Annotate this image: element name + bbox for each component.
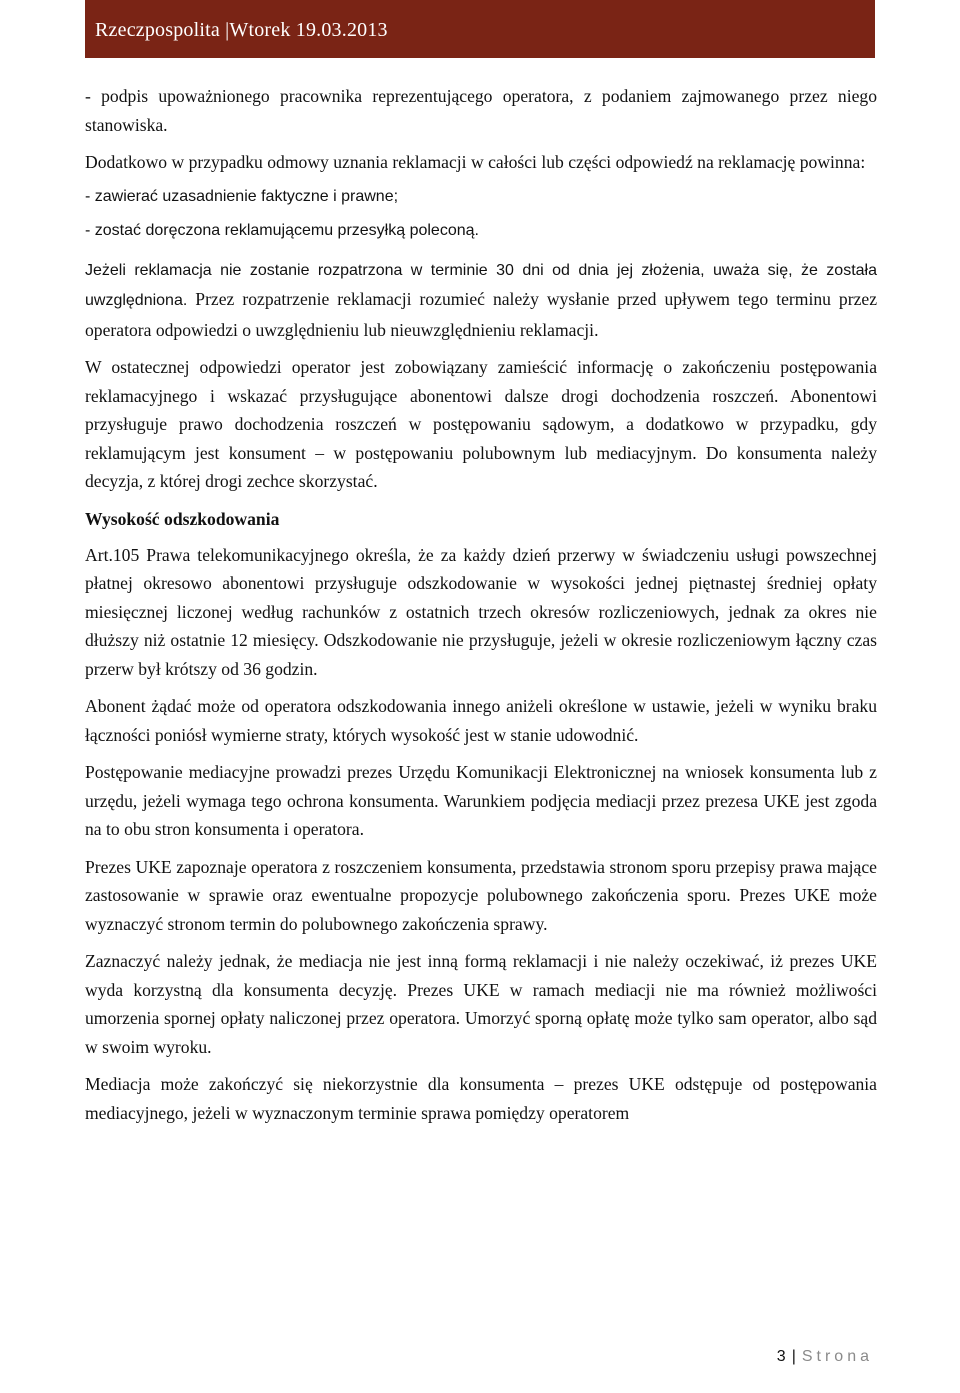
- paragraph: [85, 255, 877, 345]
- paragraph: Postępowanie mediacyjne prowadzi prezes Urzędu Komunikacji Elektronicznej na wniosek konsumenta lub z urzędu, jeżeli wymaga tego ochrona konsumenta. Warunkiem podjęcia mediacji przez prezesa UKE jest zgoda na to obu stron konsumenta i operatora.: [85, 762, 877, 839]
- header-title: Rzeczpospolita |Wtorek 19.03.2013: [95, 19, 388, 41]
- paragraph-part: Przez rozpatrzenie reklamacji rozumieć należy wysłanie przed upływem tego terminu przez operatora odpowiedzi o uwzględnieniu lub nieuwzględnieniu reklamacji.: [85, 289, 877, 340]
- section-heading: Wysokość odszkodowania: [85, 508, 280, 529]
- page-label: Strona: [801, 1348, 873, 1365]
- page-footer: [777, 1348, 873, 1366]
- list-item: - zawierać uzasadnienie faktyczne i prawne;: [85, 187, 399, 205]
- paragraph: Abonent żądać może od operatora odszkodowania innego aniżeli określone w ustawie, jeżeli w wyniku braku łączności poniósł wymierne straty, których wysokość jest w stanie udowodnić.: [85, 696, 877, 745]
- header-bar: [85, 0, 875, 58]
- paragraph: Zaznaczyć należy jednak, że mediacja nie jest inną formą reklamacji i nie należy oczekiwać, iż prezes UKE wyda korzystną dla konsumenta decyzję. Prezes UKE w ramach mediacji nie ma również możliwości umorzenia spornej opłaty naliczonej przez operatora. Umorzyć sporną opłatę może tylko sam operator, albo sąd w swoim wyroku.: [85, 951, 877, 1057]
- page-number: 3: [776, 1348, 786, 1365]
- paragraph: - podpis upoważnionego pracownika reprezentującego operatora, z podaniem zajmowanego przez niego stanowiska.: [85, 86, 877, 135]
- document-body: [85, 82, 877, 1136]
- paragraph: Prezes UKE zapoznaje operatora z roszczeniem konsumenta, przedstawia stronom sporu przepisy prawa mające zastosowanie w sprawie oraz ewentualne propozycje polubownego zakończenia sporu. Prezes UKE może wyznaczyć stronom termin do polubownego zakończenia sprawy.: [85, 856, 877, 934]
- paragraph-part: Jeżeli reklamacja nie zostanie rozpatrzona w terminie 30 dni od dnia jej złożenia, uważa się, że została uwzględniona.: [85, 261, 877, 309]
- footer-separator: |: [791, 1348, 796, 1365]
- paragraph: Mediacja może zakończyć się niekorzystnie dla konsumenta – prezes UKE odstępuje od postępowania mediacyjnego, jeżeli w wyznaczonym terminie sprawa pomiędzy operatorem: [85, 1074, 877, 1123]
- paragraph: Art.105 Prawa telekomunikacyjnego określa, że za każdy dzień przerwy w świadczeniu usługi powszechnej płatnej okresowo abonentowi przysługuje odszkodowanie w wysokości jednej piętnastej średniej opłaty miesięcznej liczonej według rachunków z ostatnich trzech okresów rozliczeniowych, jednak za okres nie dłuższy niż ostatnie 12 miesięcy. Odszkodowanie nie przysługuje, jeżeli w okresie rozliczeniowym łączny czas przerw był krótszy od 36 godzin.: [85, 544, 877, 679]
- paragraph: W ostatecznej odpowiedzi operator jest zobowiązany zamieścić informację o zakończeniu postępowania reklamacyjnego i wskazać przysługujące abonentowi dalsze drogi dochodzenia roszczeń. Abonentowi przysługuje prawo dochodzenia roszczeń w postępowaniu sądowym, a dodatkowo w przypadku, gdy reklamującym jest konsument – w postępowaniu polubownym lub mediacyjnym. Do konsumenta należy decyzja, z której drogi zechce skorzystać.: [85, 357, 877, 491]
- list-item: - zostać doręczona reklamującemu przesyłką poleconą.: [85, 222, 479, 239]
- paragraph: Dodatkowo w przypadku odmowy uznania reklamacji w całości lub części odpowiedź na reklamację powinna:: [85, 152, 866, 172]
